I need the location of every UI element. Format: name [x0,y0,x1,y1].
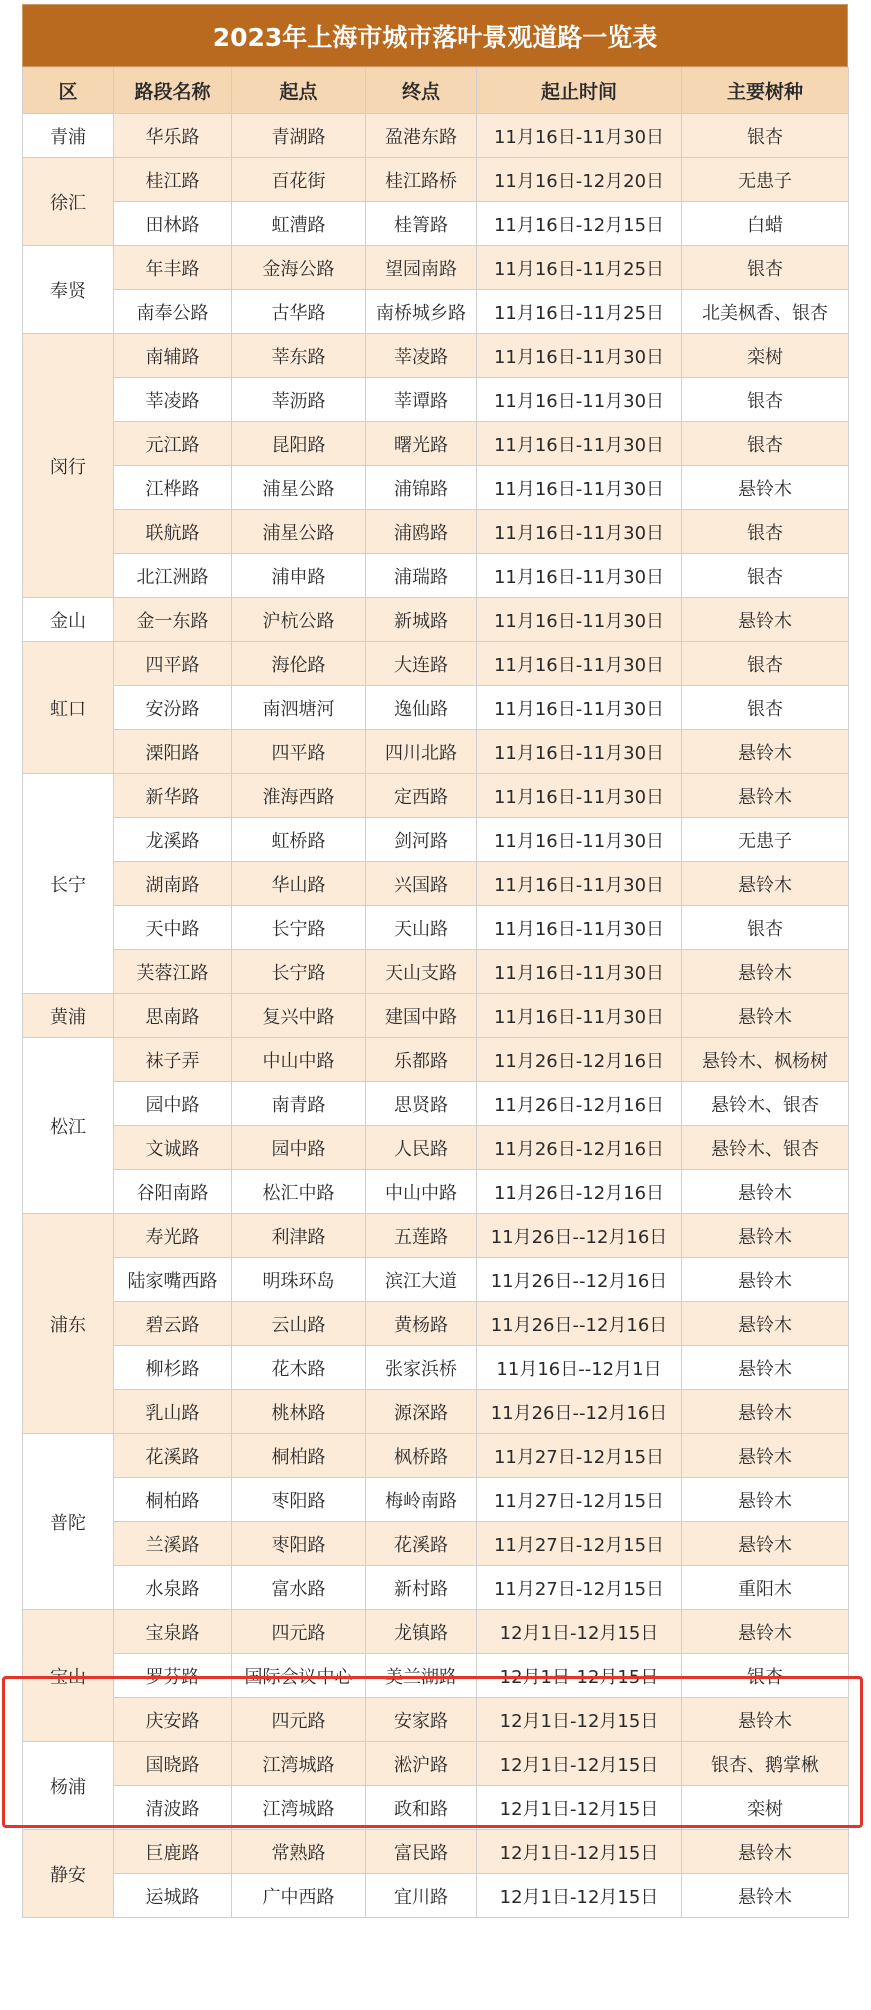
header-period: 起止时间 [477,68,682,114]
start-point-cell: 长宁路 [232,906,366,950]
tree-species-cell: 悬铃木 [682,862,849,906]
start-point-cell: 枣阳路 [232,1478,366,1522]
header-row [23,68,849,114]
start-point-cell: 南泗塘河 [232,686,366,730]
tree-species-cell: 北美枫香、银杏 [682,290,849,334]
table-row [23,1698,849,1742]
end-point-cell: 浦瑞路 [366,554,477,598]
start-point-cell: 富水路 [232,1566,366,1610]
start-point-cell: 浦星公路 [232,466,366,510]
period-cell: 11月26日-12月16日 [477,1082,682,1126]
tree-species-cell: 无患子 [682,158,849,202]
tree-species-cell: 银杏 [682,378,849,422]
end-point-cell: 望园南路 [366,246,477,290]
period-cell: 11月27日-12月15日 [477,1434,682,1478]
tree-species-cell: 悬铃木 [682,994,849,1038]
end-point-cell: 浦鸥路 [366,510,477,554]
road-name-cell: 柳杉路 [114,1346,232,1390]
table-row [23,1610,849,1654]
table-row [23,1566,849,1610]
table-row [23,1038,849,1082]
tree-species-cell: 银杏 [682,686,849,730]
table-row [23,730,849,774]
district-cell: 虹口 [23,642,114,774]
table-row [23,994,849,1038]
tree-species-cell: 悬铃木、银杏 [682,1126,849,1170]
period-cell: 11月16日-11月30日 [477,906,682,950]
period-cell: 12月1日-12月15日 [477,1610,682,1654]
start-point-cell: 江湾城路 [232,1742,366,1786]
table-row [23,642,849,686]
table-row [23,1126,849,1170]
road-name-cell: 文诚路 [114,1126,232,1170]
period-cell: 11月27日-12月15日 [477,1566,682,1610]
start-point-cell: 淮海西路 [232,774,366,818]
period-cell: 12月1日-12月15日 [477,1786,682,1830]
end-point-cell: 天山支路 [366,950,477,994]
table-row [23,1082,849,1126]
district-cell: 青浦 [23,114,114,158]
table-title: 2023年上海市城市落叶景观道路一览表 [22,4,848,67]
end-point-cell: 源深路 [366,1390,477,1434]
table-row [23,950,849,994]
road-name-cell: 北江洲路 [114,554,232,598]
start-point-cell: 南青路 [232,1082,366,1126]
end-point-cell: 曙光路 [366,422,477,466]
period-cell: 11月27日-12月15日 [477,1522,682,1566]
road-name-cell: 芙蓉江路 [114,950,232,994]
period-cell: 11月16日-12月20日 [477,158,682,202]
district-cell: 浦东 [23,1214,114,1434]
road-name-cell: 天中路 [114,906,232,950]
district-cell: 长宁 [23,774,114,994]
table-row [23,906,849,950]
period-cell: 11月16日--12月1日 [477,1346,682,1390]
start-point-cell: 国际会议中心 [232,1654,366,1698]
tree-species-cell: 悬铃木 [682,598,849,642]
table-row [23,774,849,818]
table-row [23,598,849,642]
period-cell: 12月1日-12月15日 [477,1830,682,1874]
start-point-cell: 江湾城路 [232,1786,366,1830]
start-point-cell: 长宁路 [232,950,366,994]
start-point-cell: 松汇中路 [232,1170,366,1214]
table-row [23,202,849,246]
table-row [23,1786,849,1830]
end-point-cell: 美兰湖路 [366,1654,477,1698]
start-point-cell: 四平路 [232,730,366,774]
start-point-cell: 青湖路 [232,114,366,158]
start-point-cell: 浦星公路 [232,510,366,554]
road-name-cell: 袜子弄 [114,1038,232,1082]
road-name-cell: 溧阳路 [114,730,232,774]
start-point-cell: 利津路 [232,1214,366,1258]
end-point-cell: 新村路 [366,1566,477,1610]
end-point-cell: 四川北路 [366,730,477,774]
period-cell: 11月16日-11月30日 [477,510,682,554]
district-cell: 松江 [23,1038,114,1214]
road-name-cell: 碧云路 [114,1302,232,1346]
road-name-cell: 联航路 [114,510,232,554]
table-row [23,510,849,554]
end-point-cell: 黄杨路 [366,1302,477,1346]
road-name-cell: 谷阳南路 [114,1170,232,1214]
road-name-cell: 华乐路 [114,114,232,158]
period-cell: 11月16日-11月30日 [477,554,682,598]
table-row [23,1522,849,1566]
start-point-cell: 园中路 [232,1126,366,1170]
start-point-cell: 虹漕路 [232,202,366,246]
header-district: 区 [23,68,114,114]
end-point-cell: 中山中路 [366,1170,477,1214]
period-cell: 11月16日-11月30日 [477,378,682,422]
table-row [23,1742,849,1786]
tree-species-cell: 悬铃木 [682,1390,849,1434]
road-name-cell: 莘凌路 [114,378,232,422]
road-name-cell: 国晓路 [114,1742,232,1786]
table-row [23,158,849,202]
end-point-cell: 花溪路 [366,1522,477,1566]
table-row [23,1302,849,1346]
road-name-cell: 田林路 [114,202,232,246]
table-row [23,422,849,466]
period-cell: 12月1日-12月15日 [477,1742,682,1786]
period-cell: 11月16日-11月30日 [477,730,682,774]
road-name-cell: 年丰路 [114,246,232,290]
period-cell: 11月16日-11月30日 [477,642,682,686]
tree-species-cell: 银杏 [682,422,849,466]
district-cell: 宝山 [23,1610,114,1742]
tree-species-cell: 银杏 [682,906,849,950]
start-point-cell: 常熟路 [232,1830,366,1874]
end-point-cell: 梅岭南路 [366,1478,477,1522]
table-row [23,818,849,862]
district-cell: 徐汇 [23,158,114,246]
tree-species-cell: 悬铃木 [682,1258,849,1302]
table-row [23,466,849,510]
tree-species-cell: 重阳木 [682,1566,849,1610]
tree-species-cell: 悬铃木 [682,774,849,818]
tree-species-cell: 无患子 [682,818,849,862]
period-cell: 12月1日-12月15日 [477,1698,682,1742]
end-point-cell: 天山路 [366,906,477,950]
start-point-cell: 四元路 [232,1610,366,1654]
header-end: 终点 [366,68,477,114]
tree-species-cell: 悬铃木 [682,1522,849,1566]
end-point-cell: 莘谭路 [366,378,477,422]
tree-species-cell: 悬铃木 [682,1214,849,1258]
tree-species-cell: 银杏 [682,246,849,290]
road-name-cell: 寿光路 [114,1214,232,1258]
road-name-cell: 园中路 [114,1082,232,1126]
start-point-cell: 海伦路 [232,642,366,686]
start-point-cell: 四元路 [232,1698,366,1742]
start-point-cell: 中山中路 [232,1038,366,1082]
tree-species-cell: 悬铃木 [682,950,849,994]
period-cell: 11月16日-11月30日 [477,994,682,1038]
table-row [23,246,849,290]
header-start: 起点 [232,68,366,114]
end-point-cell: 逸仙路 [366,686,477,730]
table-row [23,334,849,378]
road-name-cell: 南辅路 [114,334,232,378]
tree-species-cell: 悬铃木 [682,730,849,774]
start-point-cell: 莘沥路 [232,378,366,422]
start-point-cell: 桐柏路 [232,1434,366,1478]
tree-species-cell: 银杏 [682,114,849,158]
end-point-cell: 南桥城乡路 [366,290,477,334]
end-point-cell: 人民路 [366,1126,477,1170]
table-row [23,378,849,422]
tree-species-cell: 悬铃木 [682,1170,849,1214]
start-point-cell: 枣阳路 [232,1522,366,1566]
table-row [23,1654,849,1698]
start-point-cell: 虹桥路 [232,818,366,862]
end-point-cell: 乐都路 [366,1038,477,1082]
end-point-cell: 兴国路 [366,862,477,906]
period-cell: 11月26日--12月16日 [477,1258,682,1302]
period-cell: 11月26日--12月16日 [477,1390,682,1434]
end-point-cell: 张家浜桥 [366,1346,477,1390]
tree-species-cell: 银杏 [682,642,849,686]
road-name-cell: 兰溪路 [114,1522,232,1566]
district-cell: 金山 [23,598,114,642]
road-name-cell: 新华路 [114,774,232,818]
end-point-cell: 政和路 [366,1786,477,1830]
header-road: 路段名称 [114,68,232,114]
leaf-road-table [22,67,849,1918]
end-point-cell: 新城路 [366,598,477,642]
table-row [23,686,849,730]
period-cell: 11月26日--12月16日 [477,1214,682,1258]
table-row [23,1346,849,1390]
road-name-cell: 桐柏路 [114,1478,232,1522]
table-row [23,1434,849,1478]
period-cell: 11月16日-11月30日 [477,598,682,642]
tree-species-cell: 悬铃木 [682,1698,849,1742]
period-cell: 11月26日-12月16日 [477,1038,682,1082]
table-row [23,1874,849,1918]
tree-species-cell: 悬铃木 [682,1874,849,1918]
tree-species-cell: 悬铃木 [682,466,849,510]
road-name-cell: 桂江路 [114,158,232,202]
end-point-cell: 桂箐路 [366,202,477,246]
road-name-cell: 清波路 [114,1786,232,1830]
end-point-cell: 宜川路 [366,1874,477,1918]
start-point-cell: 桃林路 [232,1390,366,1434]
start-point-cell: 广中西路 [232,1874,366,1918]
period-cell: 11月16日-11月30日 [477,334,682,378]
period-cell: 12月1日-12月15日 [477,1874,682,1918]
end-point-cell: 莘凌路 [366,334,477,378]
road-name-cell: 宝泉路 [114,1610,232,1654]
end-point-cell: 安家路 [366,1698,477,1742]
tree-species-cell: 银杏 [682,554,849,598]
start-point-cell: 复兴中路 [232,994,366,1038]
tree-species-cell: 银杏 [682,1654,849,1698]
tree-species-cell: 悬铃木 [682,1830,849,1874]
road-name-cell: 巨鹿路 [114,1830,232,1874]
road-name-cell: 江桦路 [114,466,232,510]
table-row [23,114,849,158]
end-point-cell: 淞沪路 [366,1742,477,1786]
district-cell: 静安 [23,1830,114,1918]
end-point-cell: 滨江大道 [366,1258,477,1302]
road-name-cell: 水泉路 [114,1566,232,1610]
road-name-cell: 陆家嘴西路 [114,1258,232,1302]
road-name-cell: 四平路 [114,642,232,686]
road-name-cell: 罗芬路 [114,1654,232,1698]
table-body [23,114,849,1918]
end-point-cell: 浦锦路 [366,466,477,510]
road-name-cell: 思南路 [114,994,232,1038]
tree-species-cell: 悬铃木 [682,1434,849,1478]
period-cell: 11月16日-11月30日 [477,422,682,466]
start-point-cell: 金海公路 [232,246,366,290]
tree-species-cell: 悬铃木 [682,1346,849,1390]
end-point-cell: 龙镇路 [366,1610,477,1654]
end-point-cell: 盈港东路 [366,114,477,158]
period-cell: 11月16日-11月30日 [477,818,682,862]
road-name-cell: 金一东路 [114,598,232,642]
tree-species-cell: 悬铃木、银杏 [682,1082,849,1126]
end-point-cell: 桂江路桥 [366,158,477,202]
period-cell: 11月16日-11月30日 [477,466,682,510]
road-name-cell: 运城路 [114,1874,232,1918]
start-point-cell: 花木路 [232,1346,366,1390]
road-name-cell: 安汾路 [114,686,232,730]
table-row [23,1478,849,1522]
tree-species-cell: 悬铃木 [682,1610,849,1654]
end-point-cell: 枫桥路 [366,1434,477,1478]
end-point-cell: 大连路 [366,642,477,686]
district-cell: 闵行 [23,334,114,598]
period-cell: 11月26日-12月16日 [477,1170,682,1214]
period-cell: 11月16日-11月30日 [477,862,682,906]
period-cell: 11月16日-11月25日 [477,246,682,290]
start-point-cell: 云山路 [232,1302,366,1346]
road-name-cell: 龙溪路 [114,818,232,862]
period-cell: 11月16日-11月30日 [477,950,682,994]
start-point-cell: 莘东路 [232,334,366,378]
table-row [23,1170,849,1214]
road-name-cell: 南奉公路 [114,290,232,334]
tree-species-cell: 银杏、鹅掌楸 [682,1742,849,1786]
road-name-cell: 庆安路 [114,1698,232,1742]
end-point-cell: 定西路 [366,774,477,818]
period-cell: 11月16日-11月30日 [477,686,682,730]
district-cell: 黄浦 [23,994,114,1038]
district-cell: 杨浦 [23,1742,114,1830]
table-row [23,862,849,906]
header-species: 主要树种 [682,68,849,114]
start-point-cell: 浦申路 [232,554,366,598]
period-cell: 11月16日-11月30日 [477,114,682,158]
period-cell: 11月16日-11月30日 [477,774,682,818]
tree-species-cell: 白蜡 [682,202,849,246]
road-name-cell: 湖南路 [114,862,232,906]
start-point-cell: 昆阳路 [232,422,366,466]
district-cell: 普陀 [23,1434,114,1610]
end-point-cell: 剑河路 [366,818,477,862]
district-cell: 奉贤 [23,246,114,334]
table-row [23,1258,849,1302]
table-row [23,1214,849,1258]
period-cell: 11月16日-11月25日 [477,290,682,334]
tree-species-cell: 悬铃木 [682,1302,849,1346]
period-cell: 11月26日--12月16日 [477,1302,682,1346]
table-row [23,1390,849,1434]
road-name-cell: 元江路 [114,422,232,466]
period-cell: 12月1日-12月15日 [477,1654,682,1698]
tree-species-cell: 银杏 [682,510,849,554]
end-point-cell: 建国中路 [366,994,477,1038]
tree-species-cell: 栾树 [682,1786,849,1830]
start-point-cell: 华山路 [232,862,366,906]
end-point-cell: 富民路 [366,1830,477,1874]
start-point-cell: 沪杭公路 [232,598,366,642]
end-point-cell: 五莲路 [366,1214,477,1258]
tree-species-cell: 悬铃木 [682,1478,849,1522]
period-cell: 11月27日-12月15日 [477,1478,682,1522]
road-name-cell: 乳山路 [114,1390,232,1434]
tree-species-cell: 悬铃木、枫杨树 [682,1038,849,1082]
road-name-cell: 花溪路 [114,1434,232,1478]
start-point-cell: 古华路 [232,290,366,334]
start-point-cell: 明珠环岛 [232,1258,366,1302]
table-row [23,1830,849,1874]
end-point-cell: 思贤路 [366,1082,477,1126]
tree-species-cell: 栾树 [682,334,849,378]
period-cell: 11月26日-12月16日 [477,1126,682,1170]
table-row [23,554,849,598]
table-row [23,290,849,334]
period-cell: 11月16日-12月15日 [477,202,682,246]
start-point-cell: 百花街 [232,158,366,202]
